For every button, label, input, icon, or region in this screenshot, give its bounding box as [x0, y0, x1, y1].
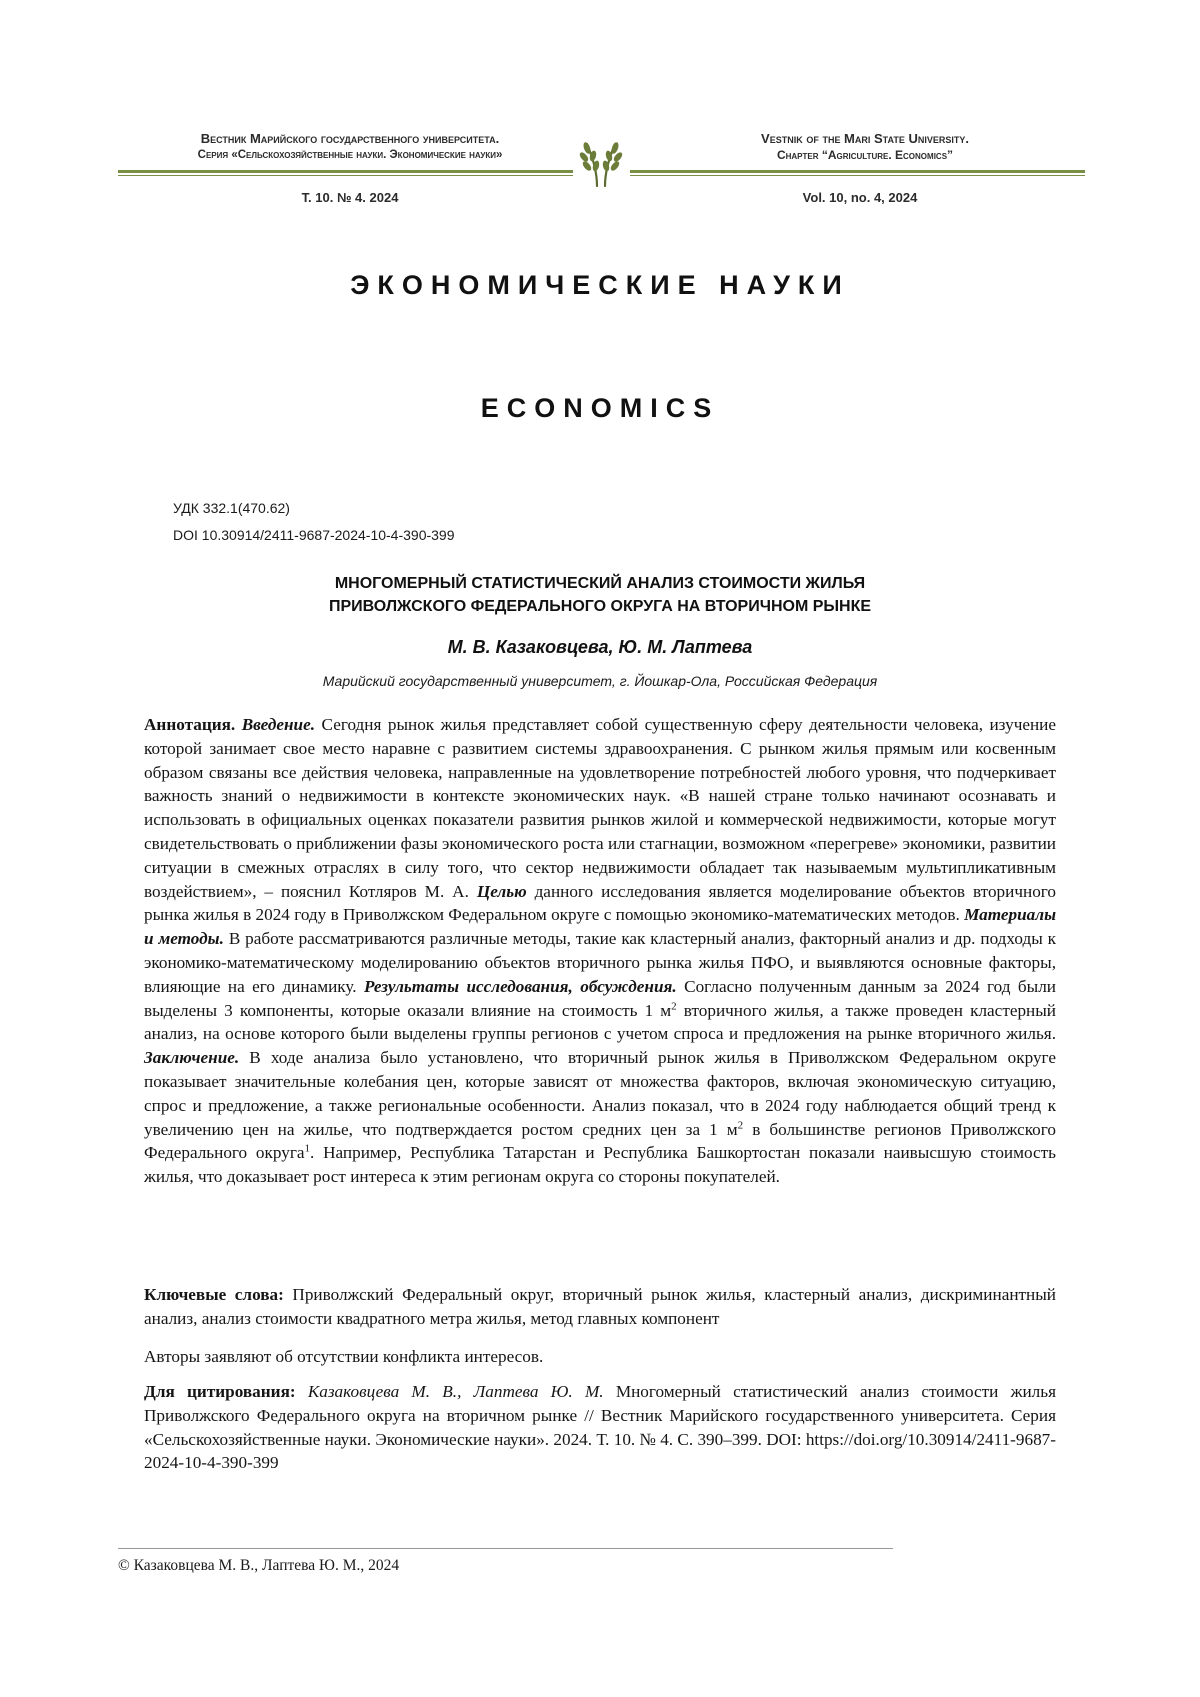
- header-rule-left: [118, 170, 573, 173]
- abstract: [144, 713, 1056, 1189]
- article-title-line1: МНОГОМЕРНЫЙ СТАТИСТИЧЕСКИЙ АНАЛИЗ СТОИМОСТИ ЖИЛЬЯ: [334, 575, 866, 592]
- journal-series-en: Chapter “Agriculture. Economics”: [776, 148, 954, 162]
- keywords-label: Ключевые слова:: [144, 1285, 284, 1304]
- results-text-b: вторичного жилья, а также проведен кластерный анализ, на основе которого были выделены группы регионов с учетом спроса и предложения на рынке вторичного жилья.: [144, 1000, 1056, 1044]
- wheat-ears-icon: [575, 138, 627, 188]
- conflict-statement: Авторы заявляют об отсутствии конфликта интересов.: [144, 1347, 544, 1366]
- intro-text: Сегодня рынок жилья представляет собой существенную сферу деятельности человека, изучение которой занимает свое место наравне с развитием системы здравоохранения. С рынком жилья прямым или косвенным образом связаны все действия человека, направленные на удовлетворение потребностей любого уровня, что подчеркивает важность знаний о недвижимости в контексте экономических наук. «В нашей стране только начинают осознавать и использовать в официальных оценках показатели развития рынков жилой и коммерческой недвижимости, которые могут свидетельствовать о приближении фазы экономического роста или стагнации, возможном «перегреве» экономики, развитии ситуации в смежных отраслях в силу того, что сектор недвижимости обладает так называемым мультипликативным воздействием», – пояснил Котляров М. А.: [144, 715, 1057, 901]
- article-title: [0, 572, 1200, 618]
- article-title-line2: ПРИВОЛЖСКОГО ФЕДЕРАЛЬНОГО ОКРУГА НА ВТОРИЧНОМ РЫНКЕ: [328, 598, 872, 615]
- section-title-ru: ЭКОНОМИЧЕСКИЕ НАУКИ: [350, 270, 850, 300]
- methods-label: Материалы и методы.: [144, 905, 1056, 949]
- journal-title-ru: Вестник Марийского государственного университета.: [200, 131, 500, 146]
- footnote-divider: [118, 1548, 893, 1549]
- conclusion-text-a: В ходе анализа было установлено, что вторичный рынок жилья в Приволжском Федеральном округе показывает значительные колебания цен, которые зависят от множества факторов, включая экономическую ситуацию, спрос и предложение, а также региональные особенности. Анализ показал, что в 2024 году наблюдается общий тренд к увеличению цен на жилье, что подтверждается ростом средних цен за 1 м: [144, 1048, 1056, 1139]
- citation-label: Для цитирования:: [144, 1382, 296, 1401]
- header-rule-left-thin: [118, 175, 573, 176]
- affiliation: Марийский государственный университет, г. Йошкар-Ола, Российская Федерация: [322, 673, 878, 689]
- results-superscript: 2: [671, 999, 677, 1012]
- intro-label: Введение.: [241, 715, 316, 734]
- goal-text: данного исследования является моделирование объектов вторичного рынка жилья в 2024 году в Приволжском Федеральном округе с помощью экономико-математических методов.: [144, 881, 1056, 925]
- keywords-text: Приволжский Федеральный округ, вторичный рынок жилья, кластерный анализ, дискриминантный анализ, анализ стоимости квадратного метра жилья, метод главных компонент: [144, 1285, 1056, 1328]
- header-rule-right-thin: [630, 175, 1085, 176]
- doi: DOI 10.30914/2411-9687-2024-10-4-390-399: [173, 527, 455, 543]
- keywords: [144, 1283, 1056, 1331]
- journal-header-en: [640, 130, 1090, 164]
- volume-en: Vol. 10, no. 4, 2024: [802, 190, 918, 205]
- journal-header-ru: [110, 130, 590, 164]
- copyright: © Казаковцева М. В., Лаптева Ю. М., 2024: [118, 1557, 400, 1574]
- journal-series-ru: Серия «Сельскохозяйственные науки. Экономические науки»: [197, 149, 503, 161]
- header-rule-right: [630, 170, 1085, 173]
- citation: [144, 1380, 1056, 1475]
- conclusion-text-b: в большинстве регионов Приволжского Федерального округа: [144, 1119, 1056, 1163]
- footnote-ref[interactable]: 1: [304, 1142, 311, 1155]
- udk: УДК 332.1(470.62): [173, 500, 290, 516]
- citation-text: Многомерный статистический анализ стоимости жилья Приволжского Федерального округа на вторичном рынке // Вестник Марийского государственного университета. Серия «Сельскохозяйственные науки. Экономические науки». 2024. Т. 10. № 4. С. 390–399. DOI: https://doi.org/10.30914/2411-9687-2024-10-4-390-399: [144, 1382, 1056, 1473]
- abstract-label: Аннотация.: [144, 715, 236, 734]
- results-text-a: Согласно полученным данным за 2024 год были выделены 3 компоненты, которые оказали влияние на стоимость 1 м: [144, 976, 1056, 1020]
- conclusion-label: Заключение.: [144, 1048, 240, 1068]
- journal-title-en: Vestnik of the Mari State University.: [761, 131, 969, 146]
- conclusion-text-c: . Например, Республика Татарстан и Республика Башкортостан показали наивысшую стоимость жилья, что доказывает рост интереса к этим регионам округа со стороны покупателей.: [144, 1143, 1057, 1187]
- goal-label: Целью: [476, 881, 527, 901]
- citation-authors: Казаковцева М. В., Лаптева Ю. М.: [295, 1382, 604, 1401]
- results-label: Результаты исследования, обсуждения.: [364, 976, 677, 996]
- authors: М. В. Казаковцева, Ю. М. Лаптева: [447, 637, 753, 657]
- methods-text: В работе рассматриваются различные методы, такие как кластерный анализ, факторный анализ и др. подходы к экономико-математическому моделированию объектов вторичного рынка жилья ПФО, и выявляются основные факторы, влияющие на его динамику.: [144, 929, 1056, 996]
- section-title-en: ECONOMICS: [480, 393, 720, 423]
- volume-ru: Т. 10. № 4. 2024: [301, 190, 399, 205]
- conclusion-superscript: 2: [737, 1118, 744, 1131]
